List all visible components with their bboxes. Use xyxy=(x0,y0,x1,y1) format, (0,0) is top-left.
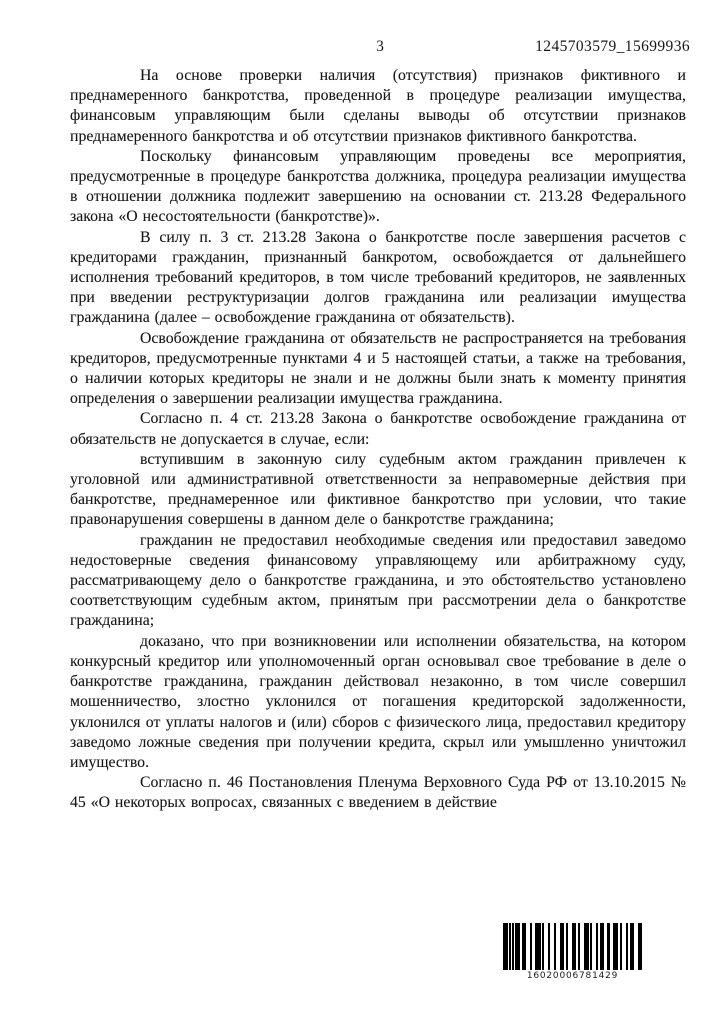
paragraph: Согласно п. 4 ст. 213.28 Закона о банкротстве освобождение гражданина от обязательств не допускается в случае, если: xyxy=(70,410,686,448)
barcode-icon xyxy=(503,923,642,970)
paragraph: вступившим в законную силу судебным актом гражданин привлечен к уголовной или административной ответственности за неправомерные действия при банкротстве, преднамеренное или фиктивное банкротство при условии, что такие правонарушения совершены в данном деле о банкротстве гражданина; xyxy=(70,450,686,529)
page-number: 3 xyxy=(376,38,384,55)
barcode-number: 16020006781429 xyxy=(526,971,619,981)
paragraph: В силу п. 3 ст. 213.28 Закона о банкротстве после завершения расчетов с кредиторами гражданин, признанный банкротом, освобождается от дальнейшего исполнения требований кредиторов, в том числе требований кредиторов, не заявленных при введении реструктуризации долгов гражданина или реализации имущества гражданина (далее – освобождение гражданина от обязательств). xyxy=(70,228,686,327)
document-id: 1245703579_15699936 xyxy=(535,38,690,55)
paragraph: На основе проверки наличия (отсутствия) признаков фиктивного и преднамеренного банкротства, проведенной в процедуре реализации имущества, финансовым управляющим были сделаны выводы об отсутствии признаков преднамеренного банкротства и об отсутствии признаков фиктивного банкротства. xyxy=(70,67,686,145)
page-header xyxy=(70,38,690,60)
paragraph: Освобождение гражданина от обязательств не распространяется на требования кредиторов, предусмотренные пунктами 4 и 5 настоящей статьи, а также на требования, о наличии которых кредиторы не знали и не должны были знать к моменту принятия определения о завершении реализации имущества гражданина. xyxy=(70,329,686,408)
paragraph: гражданин не предоставил необходимые сведения или предоставил заведомо недостоверные сведения финансовому управляющему или арбитражному суду, рассматривающему дело о банкротстве гражданина, и это обстоятельство установлено соответствующим судебным актом, принятым при рассмотрении дела о банкротстве гражданина; xyxy=(70,531,686,630)
document-body xyxy=(70,66,686,814)
paragraph: Согласно п. 46 Постановления Пленума Верховного Суда РФ от 13.10.2015 № 45 «О некоторых вопросах, связанных с введением в действие xyxy=(70,774,686,812)
paragraph: доказано, что при возникновении или исполнении обязательства, на котором конкурсный кредитор или уполномоченный орган основывал свое требование в деле о банкротстве гражданина, гражданин действовал незаконно, в том числе совершил мошенничество, злостно уклонился от погашения кредиторской задолженности, уклонился от уплаты налогов и (или) сборов с физического лица, предоставил кредитору заведомо ложные сведения при получении кредита, скрыл или умышленно уничтожил имущество. xyxy=(70,632,686,771)
barcode xyxy=(503,923,642,981)
paragraph: Поскольку финансовым управляющим проведены все мероприятия, предусмотренные в процедуре банкротства должника, процедура реализации имущества в отношении должника подлежит завершению на основании ст. 213.28 Федерального закона «О несостоятельности (банкротстве)». xyxy=(70,147,686,226)
